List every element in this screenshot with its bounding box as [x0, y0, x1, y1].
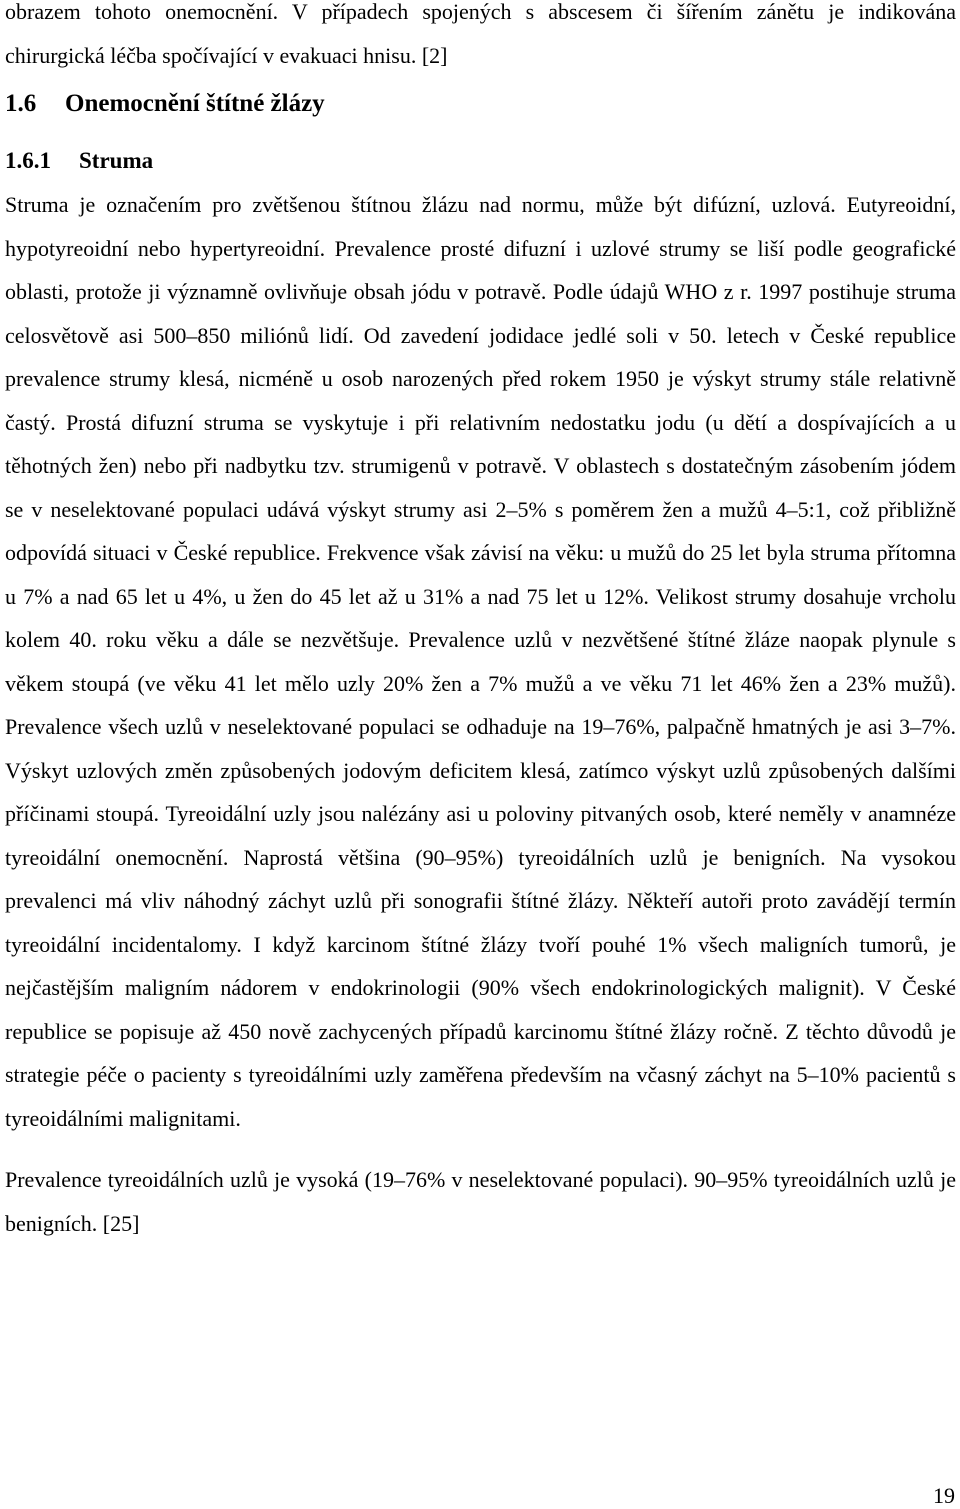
section-title: Onemocnění štítné žlázy — [65, 90, 325, 117]
section-heading — [5, 88, 956, 120]
page-number: 19 — [933, 1483, 955, 1508]
section-number: 1.6 — [5, 90, 37, 117]
summary-paragraph: Prevalence tyreoidálních uzlů je vysoká (19–76% v neselektované populaci). 90–95% tyreoidálních uzlů je benigních. [25] — [5, 1167, 956, 1236]
subsection-number: 1.6.1 — [5, 148, 51, 173]
subsection-heading — [5, 145, 956, 177]
intro-paragraph: obrazem tohoto onemocnění. V případech spojených s abscesem či šířením zánětu je indikována chirurgická léčba spočívající v evakuaci hnisu. [2] — [5, 0, 956, 68]
document-page — [5, 0, 956, 1245]
body-paragraph: Struma je označením pro zvětšenou štítnou žlázu nad normu, může být difúzní, uzlová. Eutyreoidní, hypotyreoidní nebo hypertyreoidní. Prevalence prosté difuzní i uzlové strumy se liší podle geografické oblasti, protože ji významně ovlivňuje obsah jódu v potravě. Podle údajů WHO z r. 1997 postihuje struma celosvětově asi 500–850 miliónů lidí. Od zavedení jodidace jedlé soli v 50. letech v České republice prevalence strumy klesá, nicméně u osob narozených před rokem 1950 je výskyt strumy stále relativně častý. Prostá difuzní struma se vyskytuje i při relativním nedostatku jodu (u dětí a dospívajících a u těhotných žen) nebo při nadbytku tzv. strumigenů v potravě. V oblastech s dostatečným zásobením jódem se v neselektované populaci udává výskyt strumy asi 2–5% s poměrem žen a mužů 4–5:1, což přibližně odpovídá situaci v České republice. Frekvence však závisí na věku: u mužů do 25 let byla struma přítomna u 7% a nad 65 let u 4%, u žen do 45 let až u 31% a nad 75 let u 12%. Velikost strumy dosahuje vrcholu kolem 40. roku věku a dále se nezvětšuje. Prevalence uzlů v nezvětšené štítné žláze naopak plynule s věkem stoupá (ve věku 41 let mělo uzly 20% žen a 7% mužů a ve věku 71 let 46% žen a 23% mužů). Prevalence všech uzlů v neselektované populaci se odhaduje na 19–76%, palpačně hmatných je asi 3–7%. Výskyt uzlových změn způsobených jodovým deficitem klesá, zatímco výskyt uzlů způsobených dalšími příčinami stoupá. Tyreoidální uzly jsou nalézány asi u poloviny pitvaných osob, které neměly v anamnéze tyreoidální onemocnění. Naprostá většina (90–95%) tyreoidálních uzlů je benigních. Na vysokou prevalenci má vliv náhodný záchyt uzlů při sonografii štítné žlázy. Někteří autoři proto zavádějí termín tyreoidální incidentalomy. I když karcinom štítné žlázy tvoří pouhé 1% všech maligních tumorů, je nejčastějším maligním nádorem v endokrinologii (90% všech endokrinologických malignit). V České republice se popisuje až 450 nově zachycených případů karcinomu štítné žlázy ročně. Z těchto důvodů je strategie péče o pacienty s tyreoidálními uzly zaměřena především na včasný záchyt na 5–10% pacientů s tyreoidálními malignitami. — [5, 192, 956, 1131]
subsection-title: Struma — [79, 148, 154, 173]
